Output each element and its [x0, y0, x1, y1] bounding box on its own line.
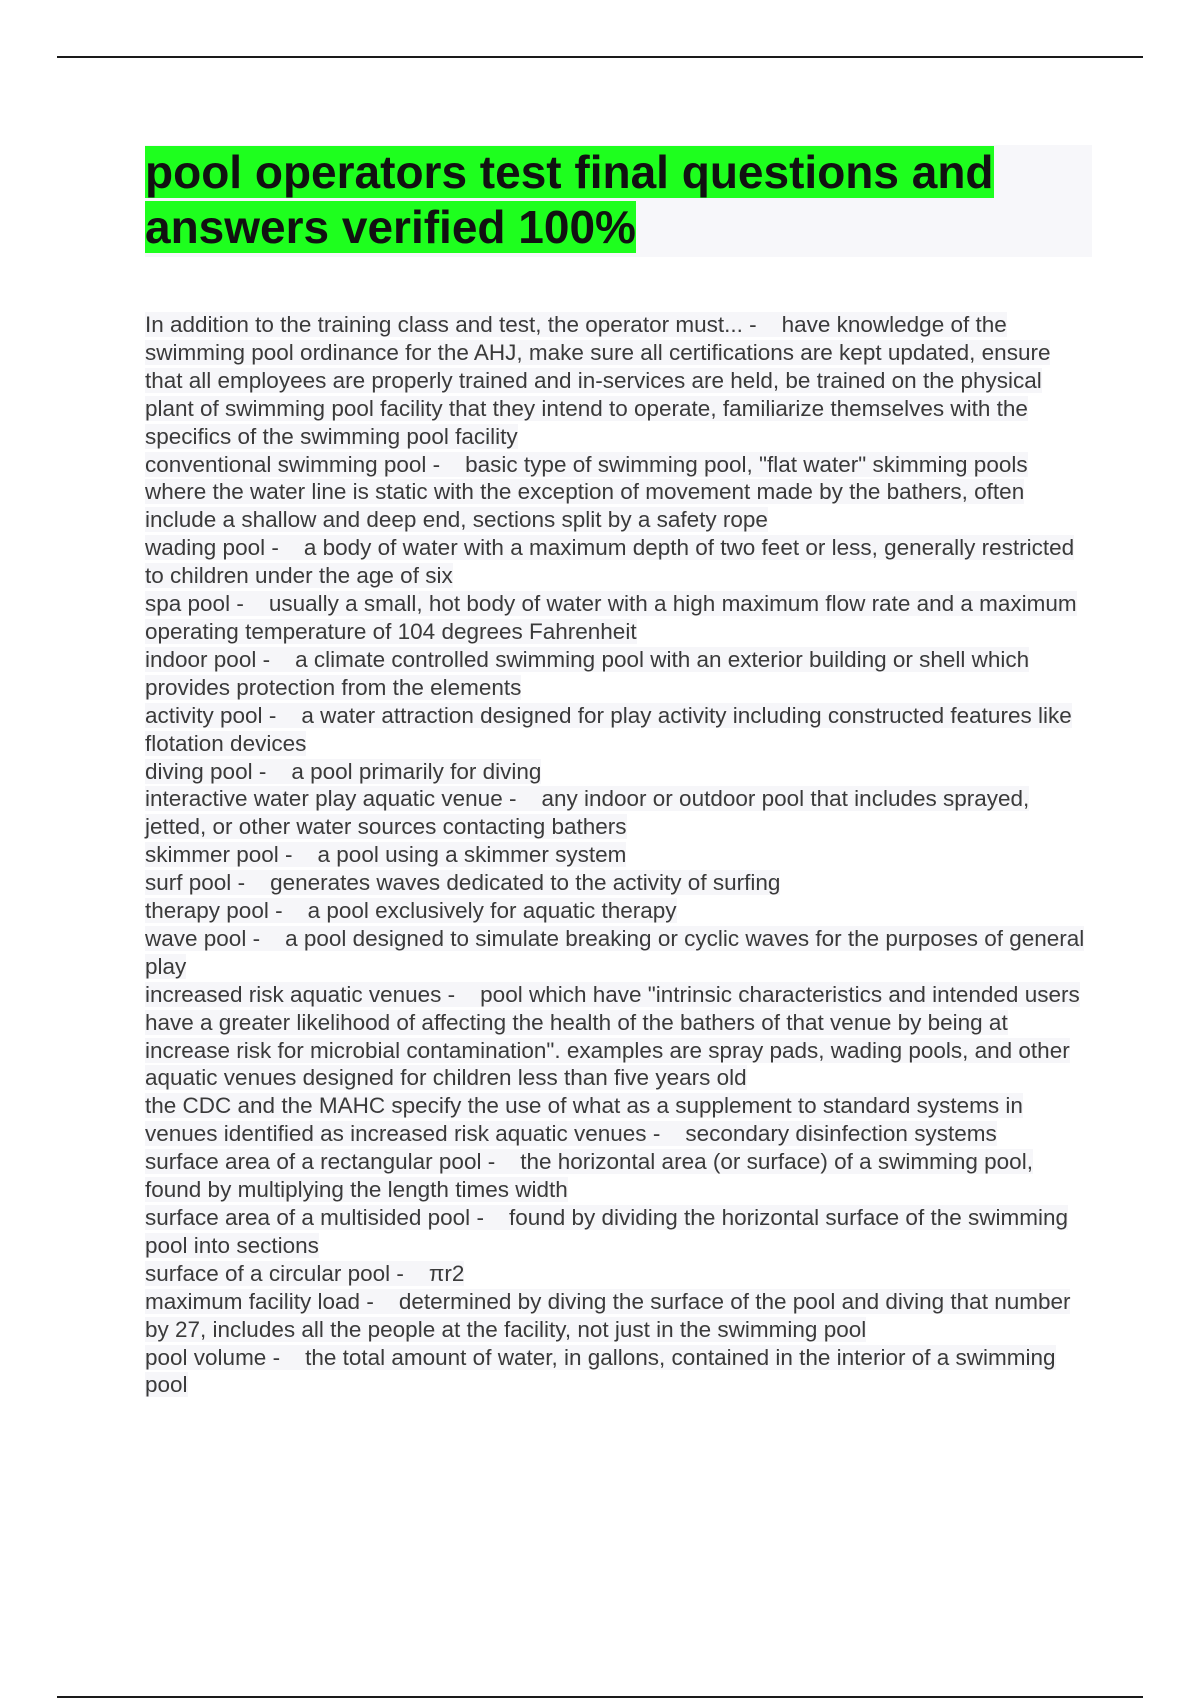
qa-item-text [145, 535, 1074, 588]
qa-separator: - [360, 1288, 399, 1314]
question-text: diving pool [145, 758, 253, 784]
answer-text: have knowledge of the swimming pool ordinance for the AHJ, make sure all certifications are kept updated, ensure that all employees are properly trained and in-services are held, be trained on the physical plant of swimming pool facility that they intend to operate, familiarize themselves with the specifics of the swimming pool facility [145, 312, 1051, 449]
qa-separator: - [426, 451, 466, 477]
qa-separator: - [256, 646, 296, 672]
question-text: surface area of a rectangular pool [145, 1149, 482, 1175]
qa-separator: - [268, 898, 308, 924]
answer-text: a pool exclusively for aquatic therapy [307, 898, 677, 924]
qa-item-text [145, 703, 1072, 756]
qa-item [145, 1288, 1090, 1344]
answer-text: determined by diving the surface of the pool and diving that number by 27, includes all the people at the facility, not just in the swimming pool [145, 1288, 1071, 1342]
answer-text: a pool designed to simulate breaking or cyclic waves for the purposes of general play [145, 925, 1085, 979]
qa-item [145, 311, 1090, 451]
answer-text: generates waves dedicated to the activity of surfing [270, 870, 781, 896]
qa-item-text [145, 591, 1077, 644]
question-text: skimmer pool [145, 842, 279, 868]
qa-separator: - [252, 758, 292, 784]
qa-separator: - [502, 786, 542, 812]
qa-item-text [145, 452, 1028, 533]
qa-item-text [145, 870, 780, 895]
question-text: increased risk aquatic venues [145, 981, 442, 1007]
qa-item [145, 1260, 1090, 1288]
answer-text: basic type of swimming pool, "flat water" skimming pools where the water line is static with the exception of movement made by the bathers, often include a shallow and deep end, sections split by a safety rope [145, 451, 1028, 533]
qa-item [145, 869, 1090, 897]
title-block [145, 145, 1092, 257]
question-text: spa pool [145, 591, 231, 617]
question-text: In addition to the training class and test, the operator must... [145, 312, 743, 337]
question-text: conventional swimming pool [145, 451, 427, 477]
qa-item [145, 841, 1090, 869]
qa-item-text [145, 1289, 1070, 1342]
qa-item [145, 981, 1090, 1093]
qa-item [145, 1148, 1090, 1204]
question-text: therapy pool [145, 898, 269, 924]
qa-separator: - [441, 981, 481, 1007]
qa-separator: - [742, 312, 782, 337]
qa-item [145, 702, 1090, 758]
answer-text: a body of water with a maximum depth of two feet or less, generally restricted to children under the age of six [145, 535, 1075, 589]
qa-item-text [145, 926, 1084, 979]
qa-item-text [145, 1345, 1056, 1398]
qa-separator: - [481, 1149, 521, 1175]
qa-list [145, 311, 1090, 1399]
qa-separator: - [266, 1344, 306, 1370]
answer-text: pool which have "intrinsic characteristics and intended users have a greater likelihood of affecting the health of the bathers of that venue by being at increase risk for microbial contamination". examples are spray pads, wading pools, and other aquatic venues designed for children less than five years old [145, 981, 1080, 1091]
answer-text: the total amount of water, in gallons, contained in the interior of a swimming pool [145, 1344, 1056, 1398]
answer-text: any indoor or outdoor pool that includes sprayed, jetted, or other water sources contacting bathers [145, 786, 1030, 840]
answer-text: a pool using a skimmer system [317, 842, 627, 868]
qa-separator: - [246, 925, 286, 951]
answer-text: usually a small, hot body of water with a high maximum flow rate and a maximum operating temperature of 104 degrees Fahrenheit [145, 591, 1077, 644]
qa-item-text [145, 1261, 464, 1286]
qa-separator: - [390, 1260, 429, 1286]
qa-item [145, 590, 1090, 646]
question-text: surface of a circular pool [145, 1260, 391, 1286]
qa-item-text [145, 842, 626, 867]
qa-item-text [145, 786, 1029, 839]
qa-item [145, 451, 1090, 535]
question-text: maximum facility load [145, 1288, 361, 1314]
qa-separator: - [231, 870, 271, 896]
qa-item [145, 1092, 1090, 1148]
question-text: indoor pool [145, 646, 257, 672]
document-title-text: pool operators test final questions and answers verified 100% [145, 146, 994, 253]
document-title [145, 145, 1092, 255]
top-rule [57, 56, 1143, 58]
qa-item [145, 534, 1090, 590]
qa-item [145, 758, 1090, 786]
answer-text: the horizontal area (or surface) of a swimming pool, found by multiplying the length times width [145, 1149, 1033, 1203]
qa-item-text [145, 1093, 1023, 1146]
qa-item-text [145, 759, 541, 784]
qa-separator: - [470, 1205, 509, 1230]
question-text: wave pool [145, 925, 247, 951]
qa-item [145, 646, 1090, 702]
qa-item [145, 925, 1090, 981]
answer-text: secondary disinfection systems [685, 1121, 997, 1147]
qa-separator: - [265, 535, 304, 561]
question-text: surf pool [145, 870, 232, 896]
question-text: interactive water play aquatic venue [145, 786, 503, 812]
qa-item [145, 1204, 1090, 1260]
qa-item-text [145, 898, 677, 923]
qa-item [145, 785, 1090, 841]
qa-separator: - [646, 1121, 686, 1147]
qa-item-text [145, 982, 1080, 1091]
question-text: wading pool [145, 535, 266, 561]
qa-separator: - [262, 702, 302, 728]
qa-separator: - [230, 591, 269, 617]
question-text: pool volume [145, 1344, 267, 1370]
question-text: the CDC and the MAHC specify the use of what as a supplement to standard systems in venues identified as increased risk aquatic venues [145, 1093, 1023, 1147]
answer-text: πr2 [428, 1260, 465, 1286]
qa-item-text [145, 1149, 1033, 1202]
question-text: surface area of a multisided pool [145, 1205, 471, 1230]
qa-item-text [145, 312, 1050, 449]
qa-separator: - [278, 842, 318, 868]
answer-text: found by dividing the horizontal surface of the swimming pool into sections [145, 1205, 1068, 1258]
question-text: activity pool [145, 702, 263, 728]
qa-item [145, 1344, 1090, 1400]
answer-text: a water attraction designed for play activity including constructed features like flotation devices [145, 702, 1072, 756]
qa-item [145, 897, 1090, 925]
answer-text: a pool primarily for diving [291, 758, 542, 784]
answer-text: a climate controlled swimming pool with an exterior building or shell which provides protection from the elements [145, 646, 1030, 700]
qa-item-text [145, 1205, 1068, 1258]
bottom-rule [57, 1696, 1143, 1698]
qa-item-text [145, 647, 1029, 700]
